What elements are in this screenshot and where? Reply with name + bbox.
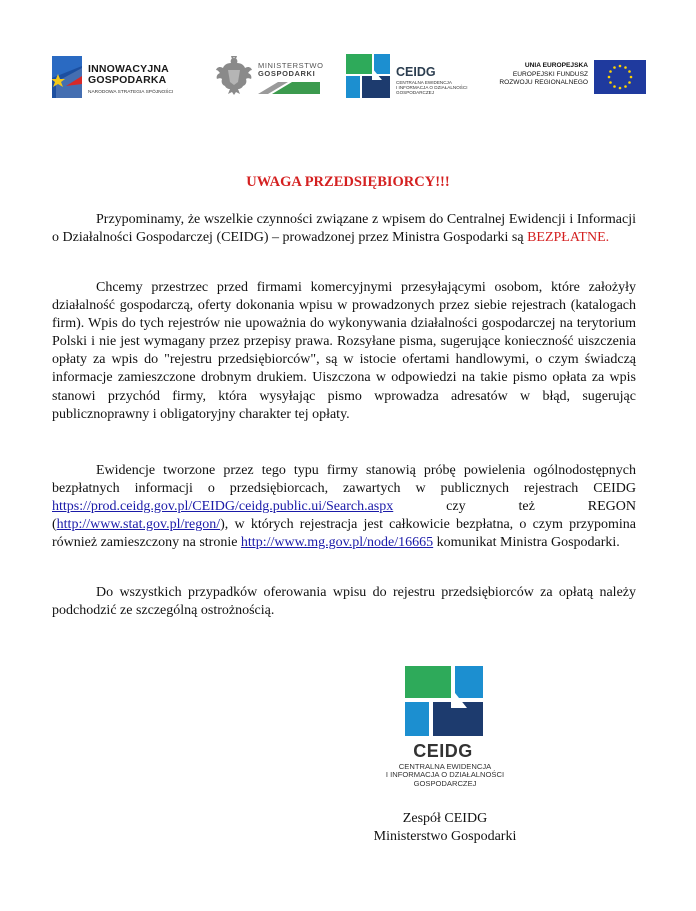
- ceidg-header-sub1: CENTRALNA EWIDENCJA: [396, 80, 452, 85]
- innowacyjna-line2: GOSPODARKA: [88, 74, 167, 86]
- signature-team: Zespół CEIDG: [402, 811, 488, 826]
- paragraph-registries-part3: ), w których rejestracja jest całkowicie bezpłatna, o czym przypomina również zamieszczony na stronie: [52, 517, 636, 551]
- ceidg-footer-sub1: CENTRALNA EWIDENCJA: [398, 762, 492, 771]
- paragraph-registries-part4: komunikat Ministra Gospodarki.: [433, 535, 620, 551]
- innowacyjna-line1: INNOWACYJNA: [88, 63, 169, 75]
- paragraph-registries: [52, 462, 636, 552]
- regon-link[interactable]: http://www.stat.gov.pl/regon/: [56, 517, 221, 533]
- eu-flag-icon: [594, 60, 646, 94]
- ue-line1: UNIA EUROPEJSKA: [524, 62, 588, 69]
- ceidg-footer-logo-icon: [405, 666, 483, 736]
- ceidg-footer-subtitle: [360, 763, 530, 788]
- ceidg-header-logo: [346, 54, 476, 100]
- ceidg-footer-name: CEIDG: [413, 741, 473, 761]
- innowacyjna-subtitle: NARODOWA STRATEGIA SPÓJNOŚCI: [88, 90, 174, 95]
- ministerstwo-gospodarki-logo: [214, 54, 334, 100]
- paragraph-reminder-text: Przypominamy, że wszelkie czynności związane z wpisem do Centralnej Ewidencji i Informacji o Działalności Gospodarczej (CEIDG) – prowadzonej przez Ministra Gospodarki są: [52, 212, 636, 246]
- free-of-charge-highlight: BEZPŁATNE.: [527, 230, 610, 246]
- header-logos: [0, 52, 696, 102]
- unia-europejska-text: [499, 62, 588, 88]
- innowacyjna-gospodarka-mark-icon: [52, 56, 82, 98]
- paragraph-reminder: [52, 211, 636, 247]
- paragraph-registries-part1: Ewidencje tworzone przez tego typu firmy stanowią próbę powielenia ogólnodostępnych bezpłatnych informacji o przedsiębiorcach, zawartych w publicznych rejestrach CEIDG: [52, 463, 636, 497]
- ministerstwo-line1: MINISTERSTWO: [258, 61, 324, 70]
- ceidg-header-name: CEIDG: [396, 65, 436, 79]
- paragraph-caution-text: Do wszystkich przypadków oferowania wpisu do rejestru przedsiębiorców za opłatą należy podchodzić ze szczególną ostrożnością.: [52, 585, 636, 619]
- ministerstwo-stripes-icon: [258, 82, 320, 94]
- innowacyjna-title: [88, 64, 169, 86]
- paragraph-warning: [52, 279, 636, 424]
- innowacyjna-gospodarka-logo: [52, 56, 212, 100]
- paragraph-caution: [52, 584, 636, 620]
- ue-line3: ROZWOJU REGIONALNEGO: [499, 79, 588, 87]
- ministerstwo-line2: GOSPODARKI: [258, 69, 316, 78]
- ceidg-search-link[interactable]: https://prod.ceidg.gov.pl/CEIDG/ceidg.public.ui/Search.aspx: [52, 499, 394, 515]
- signature-ministry: Ministerstwo Gospodarki: [373, 829, 517, 844]
- mg-node-link[interactable]: http://www.mg.gov.pl/node/16665: [240, 535, 434, 551]
- eagle-emblem-icon: [214, 54, 254, 98]
- ue-line2: EUROPEJSKI FUNDUSZ: [512, 70, 588, 78]
- ceidg-header-sub2: I INFORMACJA O DZIAŁALNOŚCI: [396, 85, 468, 91]
- ceidg-header-subtitle: [396, 80, 476, 96]
- ceidg-mark-icon: [346, 54, 390, 98]
- ceidg-header-sub3: GOSPODARCZEJ: [396, 90, 435, 96]
- ceidg-footer-sub3: GOSPODARCZEJ: [413, 778, 477, 788]
- paragraph-warning-text: Chcemy przestrzec przed firmami komercyjnymi przesyłającymi osobom, które założyły działalność gospodarczą, oferty dokonania wpisu w prowadzonych przez siebie rejestrach (katalogach firm). Wpis do tych rejestrów nie upoważnia do wykonywania działalności gospodarczej na terytorium Polski i nie jest wymagany przez przepisy prawa. Rozsyłane pisma, sugerujące konieczność uiszczenia opłaty za wpis do "rejestru przedsiębiorców", są w istocie ofertami handlowymi, o czym świadczą informacje zamieszczone drobnym drukiem. Uiszczona w odpowiedzi na takie pismo opłata za wpis stanowi przychód firmy, która wysyłając pismo wprowadza adresatów w błąd, sugerując publicznoprawny i obligatoryjny charakter tej opłaty.: [52, 280, 636, 422]
- ceidg-footer-sub2: I INFORMACJA O DZIAŁALNOŚCI: [385, 770, 505, 780]
- page-title: UWAGA PRZEDSIĘBIORCY!!!: [246, 174, 450, 190]
- paragraph-registries-part2: czy też REGON (: [52, 499, 636, 533]
- unia-europejska-logo: [496, 56, 646, 100]
